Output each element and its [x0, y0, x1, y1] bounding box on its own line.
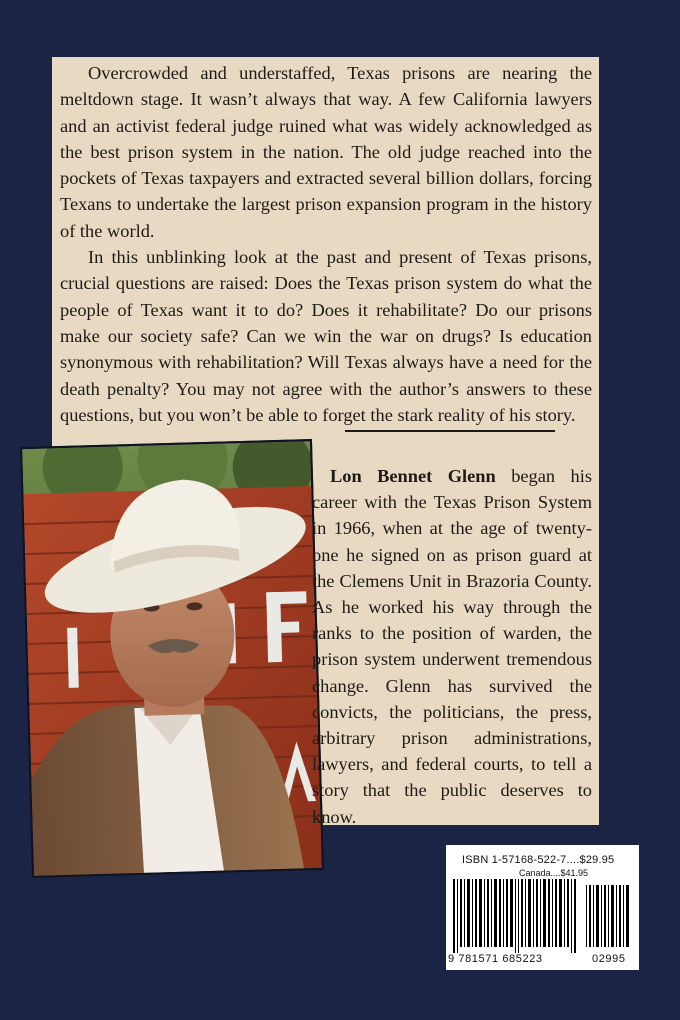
barcode-box: [446, 845, 639, 970]
divider-rule: [345, 430, 555, 432]
author-photo: [20, 439, 324, 878]
isbn-price: ISBN 1-57168-522-7....$29.95: [462, 854, 615, 866]
canada-price: Canada....$41.95: [519, 868, 589, 878]
blurb-paragraph-2: In this unblinking look at the past and present of Texas prisons, crucial questions are raised: Does the Texas prison system do what the people of Texas want it to do? Does it rehabilitate? Do our prisons make our society safe? Can we win the war on drugs? Is education synonymous with rehabilitation? Will Texas always have a need for the death penalty? You may not agree with the author’s answers to these questions, but you won’t be able to forget the stark reality of his story.: [60, 247, 592, 425]
author-bio: [312, 463, 592, 830]
ean-digits: 9 781571 685223: [448, 953, 543, 965]
addon-digits: 02995: [592, 953, 626, 965]
author-bio-text: began his career with the Texas Prison System in 1966, when at the age of twenty-one he signed on as prison guard at the Clemens Unit in Brazoria County. As he worked his way through the ranks to the position of warden, the prison system underwent tremendous change. Glenn has survived the convicts, the politicians, the press, arbitrary prison administrations, lawyers, and federal courts, to tell a story that the public deserves to know.: [312, 466, 592, 827]
back-cover-blurb: [60, 60, 592, 428]
author-name: Lon Bennet Glenn: [330, 466, 496, 486]
blurb-paragraph-1: Overcrowded and understaffed, Texas prisons are nearing the meltdown stage. It wasn’t always that way. A few California lawyers and an activist federal judge ruined what was widely acknowledged as the best prison system in the nation. The old judge reached into the pockets of Texas taxpayers and extracted several billion dollars, forcing Texans to undertake the largest prison expansion program in the history of the world.: [60, 63, 592, 241]
barcode-bars: [453, 879, 633, 953]
